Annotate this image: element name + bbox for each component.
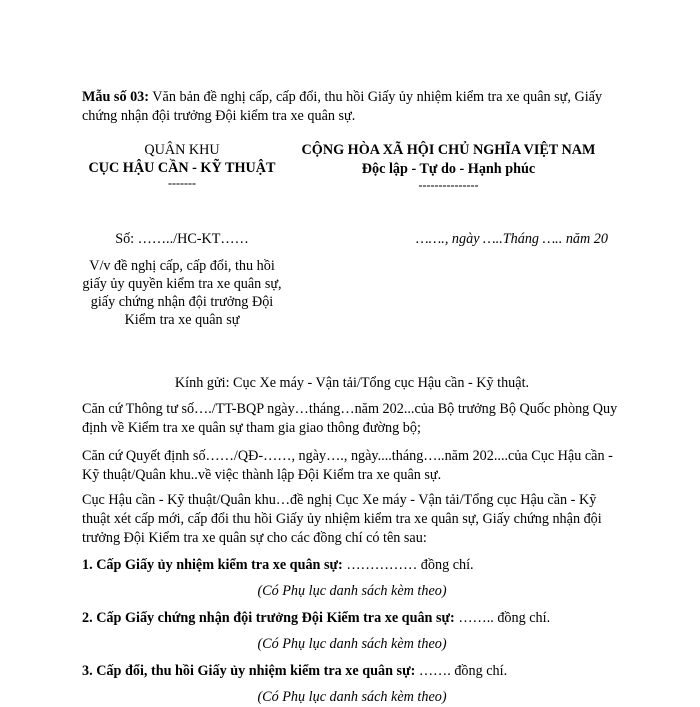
item-1-heading: 1. Cấp Giấy ủy nhiệm kiểm tra xe quân sự: (82, 557, 343, 573)
item-2-note: (Có Phụ lục danh sách kèm theo) (257, 636, 447, 652)
national-motto-header (282, 141, 615, 191)
item-2 (82, 609, 622, 628)
recipient-line: Kính gửi: Cục Xe máy - Vận tải/Tổng cục Hậu cần - Kỹ thuật. (174, 375, 530, 391)
basis-paragraph-1: Căn cứ Thông tư số…./TT-BQP ngày…tháng…năm 202...của Bộ trưởng Bộ Quốc phòng Quy định về Kiểm tra xe quân sự tham gia giao thông đường bộ; (82, 401, 618, 436)
issuing-agency-header (82, 141, 282, 189)
department-name: CỤC HẬU CẦN - KỸ THUẬT (88, 160, 276, 176)
item-3-note: (Có Phụ lục danh sách kèm theo) (257, 689, 447, 705)
document-date: ……., ngày …..Tháng ….. năm 20 (416, 231, 608, 247)
military-region: QUÂN KHU (144, 142, 220, 158)
form-number-label: Mẫu số 03: (82, 89, 149, 105)
subject-line: V/v đề nghị cấp, cấp đổi, thu hồi giấy ủy quyền kiểm tra xe quân sự, giấy chứng nhận đội trưởng Đội Kiểm tra xe quân sự (82, 258, 282, 328)
basis-paragraph-2: Căn cứ Quyết định số……/QĐ-……, ngày…., ngày....tháng…..năm 202....của Cục Hậu cần - Kỹ thuật/Quân khu..về việc thành lập Đội Kiểm tra xe quân sự. (82, 448, 613, 483)
right-divider: --------------- (418, 178, 479, 192)
item-1-note: (Có Phụ lục danh sách kèm theo) (257, 583, 447, 599)
document-number: Số: ……../HC-KT…… (115, 231, 249, 247)
item-3-fill: ……. đồng chí. (415, 663, 508, 679)
request-paragraph: Cục Hậu cần - Kỹ thuật/Quân khu…đề nghị Cục Xe máy - Vận tải/Tổng cục Hậu cần - Kỹ thuật xét cấp mới, cấp đổi thu hồi Giấy ủy nhiệm kiểm tra xe quân sự, Giấy chứng nhận đội trưởng Đội Kiểm tra xe quân sự cho các đồng chí có tên sau: (82, 492, 602, 546)
item-1-fill: …………… đồng chí. (342, 557, 474, 573)
country-name: CỘNG HÒA XÃ HỘI CHỦ NGHĨA VIỆT NAM (301, 142, 596, 158)
item-2-fill: …….. đồng chí. (454, 610, 551, 626)
item-1 (82, 556, 622, 575)
item-3-heading: 3. Cấp đổi, thu hồi Giấy ủy nhiệm kiểm tra xe quân sự: (82, 663, 416, 679)
motto: Độc lập - Tự do - Hạnh phúc (361, 161, 536, 177)
left-divider: ------- (168, 176, 196, 190)
form-intro (82, 88, 627, 126)
item-3 (82, 662, 622, 681)
item-2-heading: 2. Cấp Giấy chứng nhận đội trưởng Đội Kiểm tra xe quân sự: (82, 610, 455, 626)
form-description: Văn bản đề nghị cấp, cấp đổi, thu hồi Giấy ủy nhiệm kiểm tra xe quân sự, Giấy chứng nhận đội trưởng Đội kiểm tra xe quân sự. (82, 89, 603, 124)
